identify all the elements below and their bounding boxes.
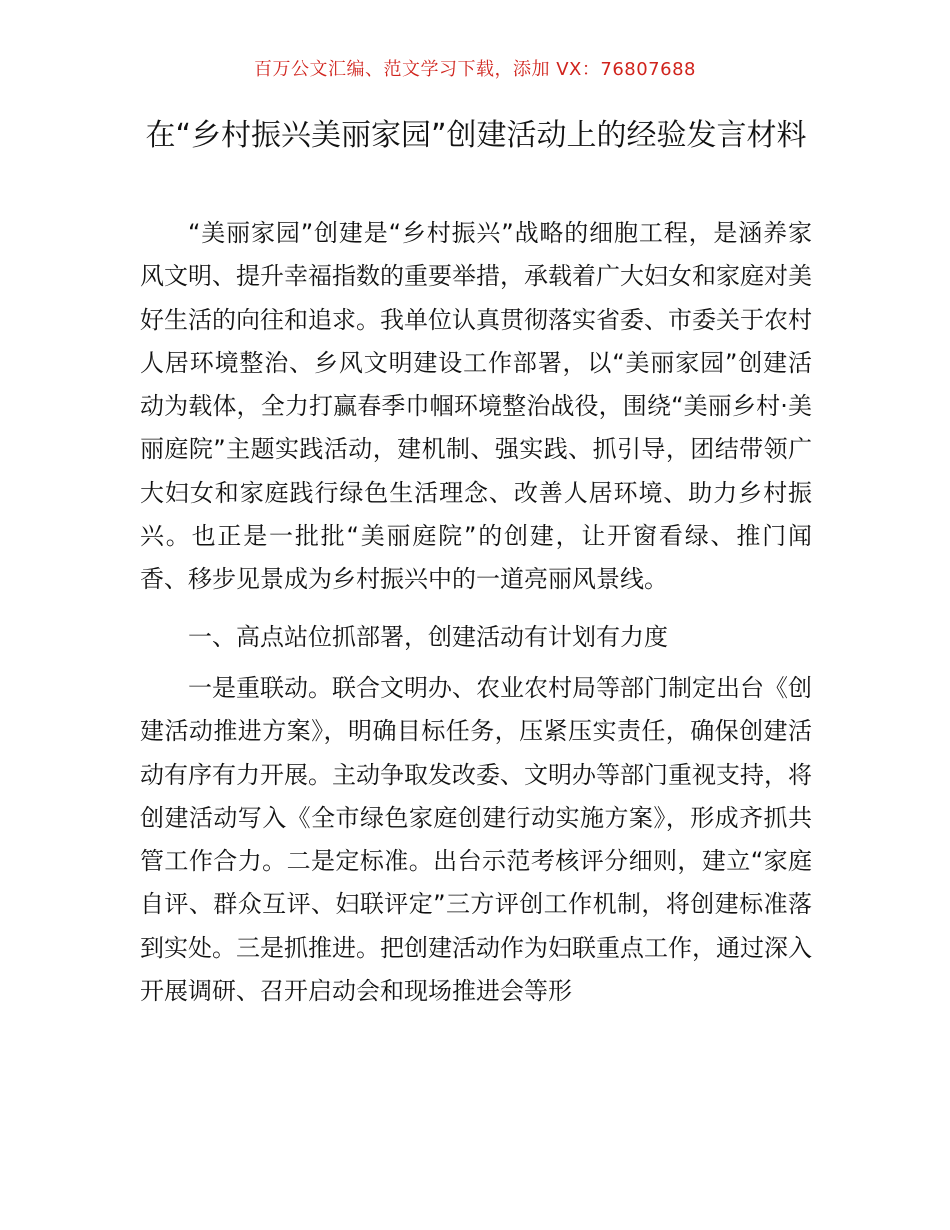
document-body xyxy=(140,212,812,1013)
watermark-header: 百万公文汇编、范文学习下载，添加 VX：76807688 xyxy=(254,59,696,80)
section-1-paragraph: 一是重联动。联合文明办、农业农村局等部门制定出台《创建活动推进方案》，明确目标任务，压紧压实责任，确保创建活动有序有力开展。主动争取发改委、文明办等部门重视支持，将创建活动写入《全市绿色家庭创建行动实施方案》，形成齐抓共管工作合力。二是定标准。出台示范考核评分细则，建立“家庭自评、群众互评、妇联评定”三方评创工作机制，将创建标准落到实处。三是抓推进。把创建活动作为妇联重点工作，通过深入开展调研、召开启动会和现场推进会等形 xyxy=(140,673,812,1006)
intro-paragraph: “美丽家园”创建是“乡村振兴”战略的细胞工程，是涵养家风文明、提升幸福指数的重要举措，承载着广大妇女和家庭对美好生活的向往和追求。我单位认真贯彻落实省委、市委关于农村人居环境整治、乡风文明建设工作部署，以“美丽家园”创建活动为载体，全力打赢春季巾帼环境整治战役，围绕“美丽乡村·美丽庭院”主题实践活动，建机制、强实践、抓引导，团结带领广大妇女和家庭践行绿色生活理念、改善人居环境、助力乡村振兴。也正是一批批“美丽庭院”的创建，让开窗看绿、推门闻香、移步见景成为乡村振兴中的一道亮丽风景线。 xyxy=(140,219,812,594)
document-title: 在“乡村振兴美丽家园”创建活动上的经验发言材料 xyxy=(145,118,807,153)
section-heading-1: 一、高点站位抓部署，创建活动有计划有力度 xyxy=(188,622,668,651)
